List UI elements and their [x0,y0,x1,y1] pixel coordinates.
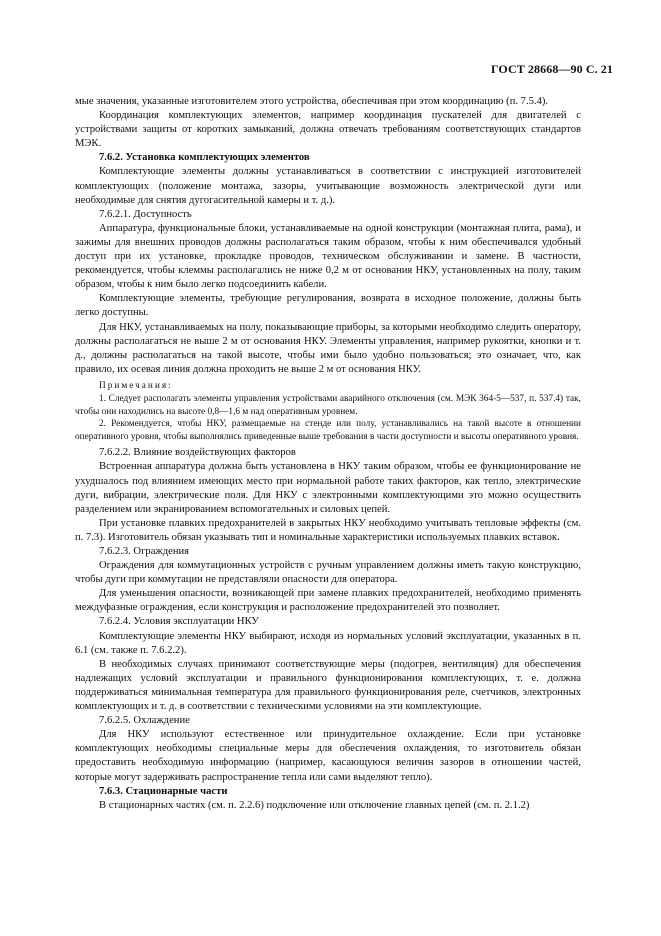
subsection-heading-7-6-2-5: 7.6.2.5. Охлаждение [99,715,190,727]
paragraph-influencing-factors: Встроенная аппаратура должна быть установлена в НКУ таким образом, чтобы ее функционирование не ухудшалось под влиянием имеющих место при нормальной работе таких факторов, как тепло, электрические дуги, вибрации, электрические поля. Для НКУ с электронными комплектующими это можно осуществить разделением или экранированием вспомогательных и силовых цепей. [75,461,581,515]
subsection-heading-7-6-2-4: 7.6.2.4. Условия эксплуатации НКУ [99,616,259,628]
paragraph-stationary-parts: В стационарных частях (см. п. 2.2.6) подключение или отключение главных цепей (см. п. 2.1.2) [99,799,530,811]
document-body [75,95,581,813]
page-header: ГОСТ 28668—90 С. 21 [490,62,613,76]
paragraph-barriers: Ограждения для коммутационных устройств с ручным управлением должны иметь такую конструкцию, чтобы дуги при коммутации не представляли опасности для оператора. [75,560,581,586]
paragraph-fuses: При установке плавких предохранителей в закрытых НКУ необходимо учитывать тепловые эффекты (см. п. 7.3). Изготовитель обязан указывать тип и номинальные характеристики используемых плавких вставок. [75,517,581,543]
notes-title: Примечания: [99,380,173,391]
section-heading-7-6-2: 7.6.2. Установка комплектующих элементов [99,152,310,164]
subsection-heading-7-6-2-3: 7.6.2.3. Ограждения [99,546,190,557]
section-heading-7-6-3: 7.6.3. Стационарные части [99,785,228,797]
paragraph-accessibility: Аппаратура, функциональные блоки, устанавливаемые на одной конструкции (монтажная плита, рама), и зажимы для внешних проводов должны располагаться таким образом, чтобы к ним обеспечивался удобный доступ при их установке, прокладке проводов, техническом обслуживании и замене. В частности, рекомендуется, чтобы клеммы располагались не ниже 0,2 м от основания НКУ, установленных на полу, таким образом, чтобы к ним было легко подсоединить кабели. [75,222,581,291]
paragraph-coordination: Координация комплектующих элементов, например координация пускателей для двигателей с устройствами защиты от коротких замыканий, должна отвечать требованиям соответствующих стандартов МЭК. [75,110,581,150]
paragraph-installation: Комплектующие элементы должны устанавливаться в соответствии с инструкцией изготовителей комплектующих (положение монтажа, зазоры, учитывающие возможность электрической дуги или необходимые для снятия дугогасительной камеры и т. д.). [75,166,581,206]
note-1: 1. Следует располагать элементы управления устройствами аварийного отключения (см. МЭК 364-5—537, п. 537.4) так, чтобы они находились на высоте 0,8—1,6 м над оперативным уровнем. [75,393,581,417]
paragraph-phase-barriers: Для уменьшения опасности, возникающей при замене плавких предохранителей, необходимо применять междуфазные ограждения, если конструкция и расположение предохранителей это позволяет. [75,588,581,614]
paragraph-operating-conditions: Комплектующие элементы НКУ выбирают, исходя из нормальных условий эксплуатации, указанных в п. 6.1 (см. также п. 7.6.2.2). [75,630,581,656]
subsection-heading-7-6-2-2: 7.6.2.2. Влияние воздействующих факторов [99,447,296,459]
paragraph-floor-nku: Для НКУ, устанавливаемых на полу, показывающие приборы, за которыми необходимо следить оператору, должны располагаться не выше 2 м от основания НКУ. Элементы управления, например рукоятки, кнопки и т. д., должны располагаться на такой высоте, чтобы ими было удобно пользоваться; это означает, что, как правило, их осевая линия должна проходить не выше 2 м от основания НКУ. [75,321,581,375]
note-2: 2. Рекомендуется, чтобы НКУ, размещаемые на стенде или полу, устанавливались на такой высоте в отношении оперативного уровня, чтобы выполнялись приведенные выше требования в части доступности и высоты оперативного уровня. [75,419,581,442]
paragraph-measures: В необходимых случаях принимают соответствующие меры (подогрев, вентиляция) для обеспечения надлежащих условий эксплуатации и правильного функционирования комплектующих, т. е. должна поддерживаться минимальная температура для правильного функционирования реле, счетчиков, электронных комплектующих и т. д. в соответствии с техническими условиями на эти комплектующие. [75,658,581,713]
paragraph-continuation: мые значения, указанные изготовителем этого устройства, обеспечивая при этом координацию (п. 7.5.4). [75,96,549,107]
paragraph-adjustable-elements: Комплектующие элементы, требующие регулирования, возврата в исходное положение, должны быть легко доступны. [75,293,581,319]
subsection-heading-7-6-2-1: 7.6.2.1. Доступность [99,208,192,220]
paragraph-cooling: Для НКУ используют естественное или принудительное охлаждение. Если при установке комплектующих необходимы специальные меры для обеспечения охлаждения, то изготовитель обязан предоставить необходимую информацию (например, касающуюся величин зазоров в отношении частей, которые могут задерживать распространение тепла или сами выделяют тепло). [75,729,581,783]
